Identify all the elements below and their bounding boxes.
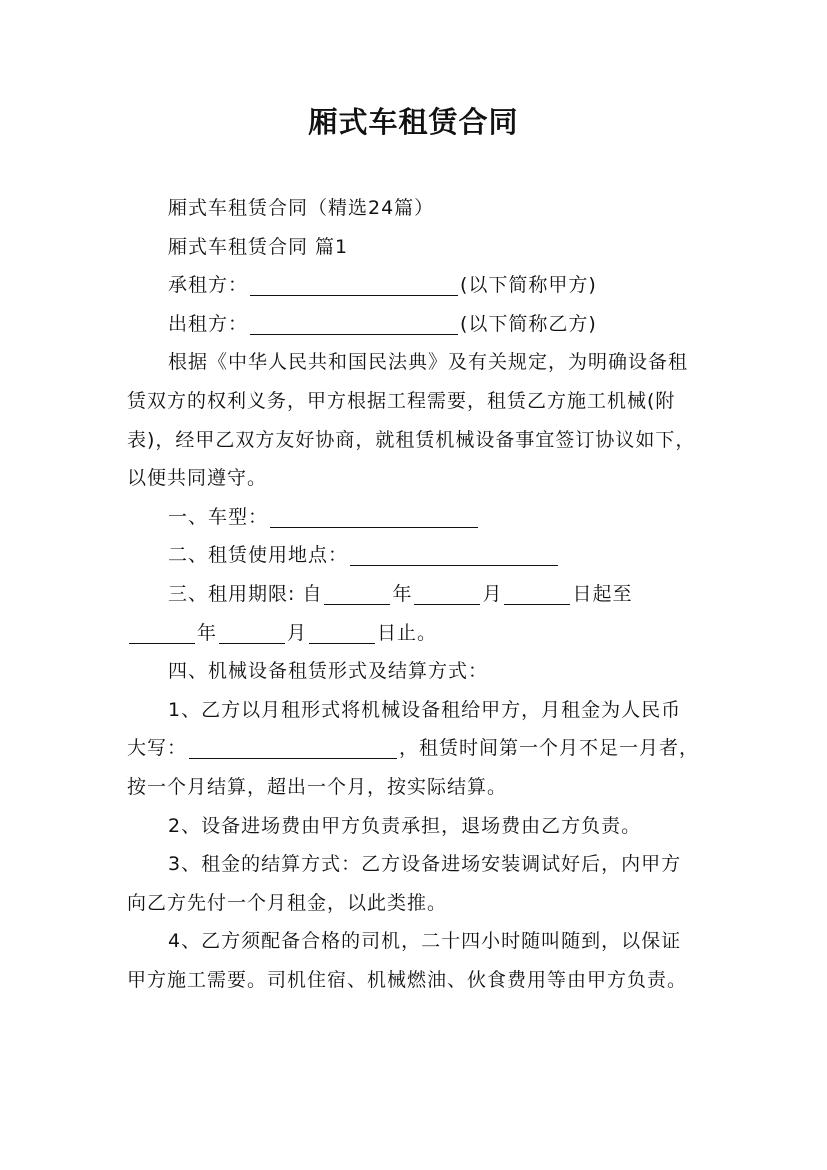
clause-1-part-c: ，租赁时间第一个月不足 [399,737,620,760]
clause-1-part-d: 一月者，按一个月结算，超出一个月，按实际结算。 [127,737,700,798]
end-month-label: 月 [287,621,308,644]
intro-paragraph: 根据《中华人民共和国民法典》及有关规定，为明确设备租赁双方的权利义务，甲方根据工程需要，租赁乙方施工机械(附表)，经甲乙双方友好协商，就租赁机械设备事宜签订协议如下，以便共同遵守。 [127,351,696,490]
lessor-suffix: (以下简称乙方) [460,312,597,335]
start-month-blank [414,581,480,605]
end-year-label: 年 [197,621,218,644]
end-year-blank [129,620,195,644]
lessee-line [127,266,701,305]
item-location-label: 二、租赁使用地点： [168,544,349,567]
term-prefix: 三、租用期限: 自 [168,582,323,605]
clause-1-part-a: 1、乙方以月租形式将机械设备租给甲方，月租金为人 [168,698,642,721]
start-day-blank [504,581,570,605]
item-settlement-heading: 四、机械设备租赁形式及结算方式： [168,660,489,683]
start-year-blank [324,581,390,605]
start-day-label: 日起至 [572,582,633,605]
clause-3: 3、租金的结算方式：乙方设备进场安装调试好后，内甲方向乙方先付一个月租金，以此类推。 [127,853,682,914]
section-heading: 厢式车租赁合同 篇1 [168,235,349,258]
lessor-label: 出租方： [168,312,249,335]
clause-1 [127,691,701,807]
start-month-label: 月 [482,582,503,605]
lessee-label: 承租方： [168,274,249,297]
clause-2: 2、设备进场费由甲方负责承担，退场费由乙方负责。 [168,814,642,837]
document-body [127,189,701,999]
lessee-suffix: (以下简称甲方) [460,274,597,297]
start-year-label: 年 [392,582,413,605]
vehicle-type-blank [270,504,478,528]
end-day-blank [309,620,375,644]
item-vehicle-type [127,498,701,537]
lessee-blank [250,272,458,296]
lessor-blank [250,311,458,335]
clause-1-part-b: 民币大写： [127,698,682,760]
document-title: 厢式车租赁合同 [308,105,519,139]
clause-4: 4、乙方须配备合格的司机，二十四小时随叫随到，以保证甲方施工需要。司机住宿、机械燃油、伙食费用等由甲方负责。 [127,930,688,991]
end-day-label: 日止。 [377,621,438,644]
location-blank [350,543,558,567]
item-term [127,575,701,652]
rent-amount-blank [189,736,397,760]
item-location [127,536,701,575]
subtitle-paragraph: 厢式车租赁合同（精选24篇） [168,197,435,219]
end-month-blank [219,620,285,644]
lessor-line [127,305,701,344]
item-vehicle-type-label: 一、车型： [168,505,269,528]
